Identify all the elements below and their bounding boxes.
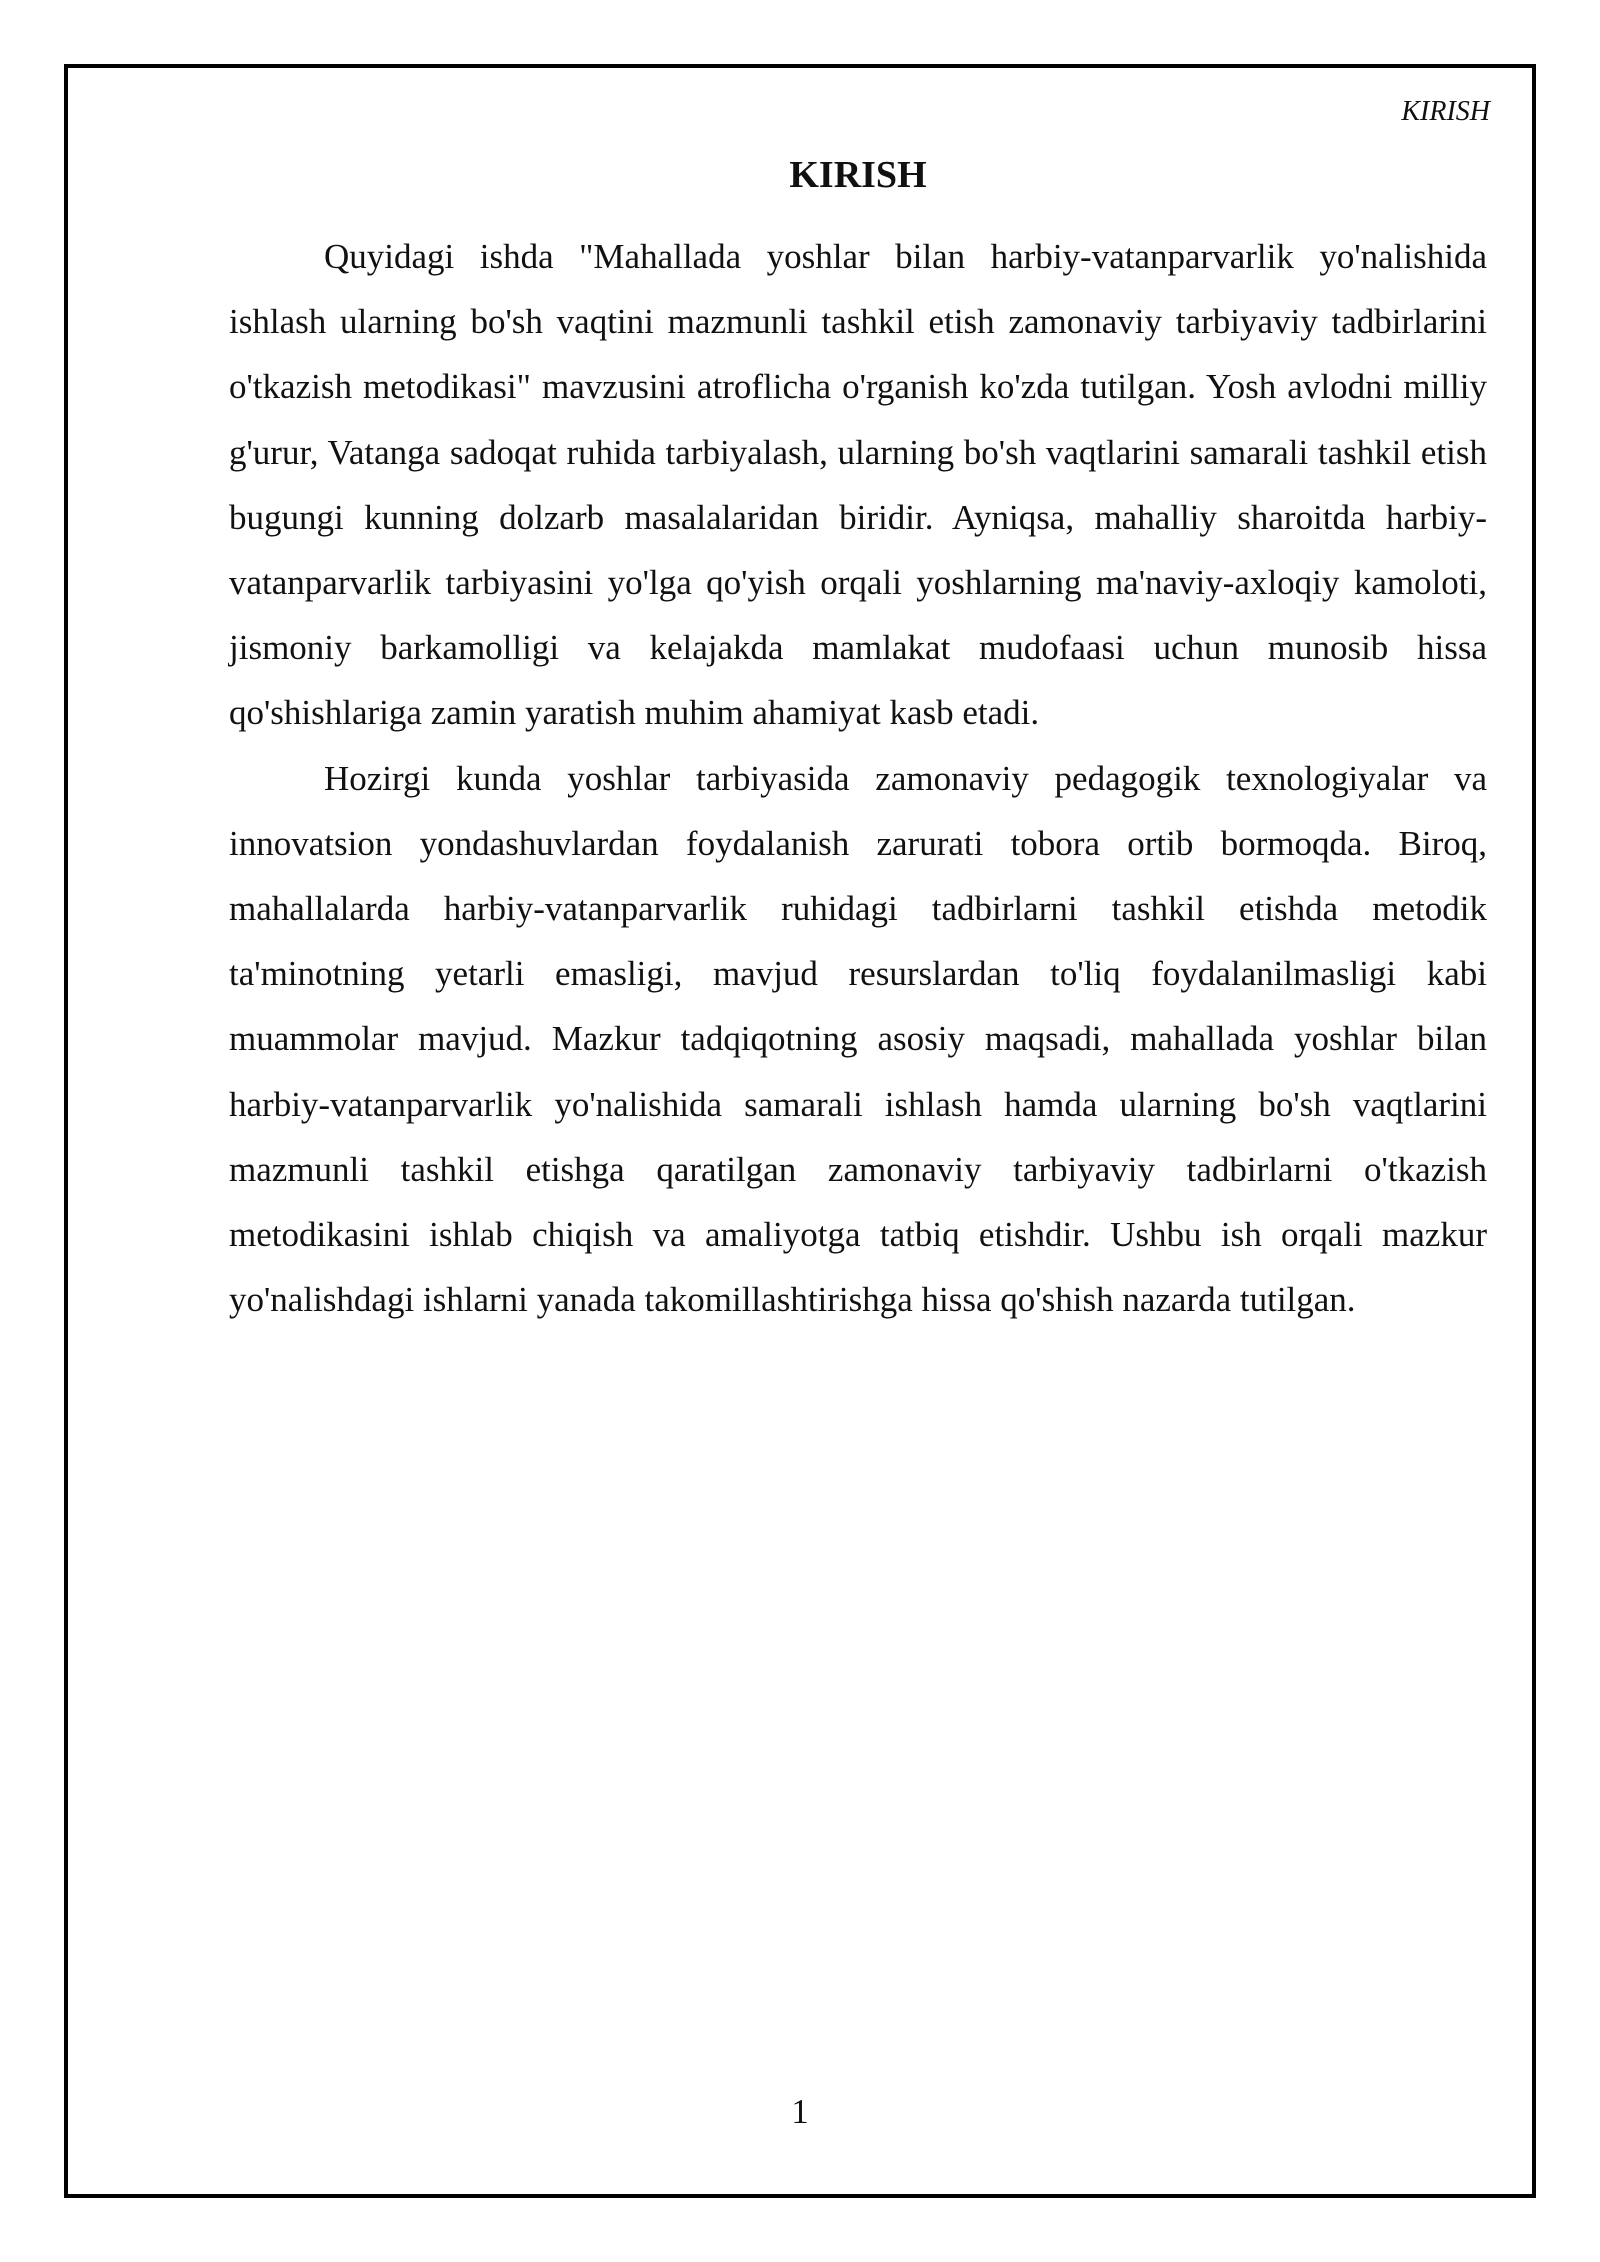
page-number: 1 [791,2092,809,2131]
paragraph-1: Quyidagi ishda "Mahallada yoshlar bilan harbiy-vatanparvarlik yo'nalishida ishlash ularning bo'sh vaqtini mazmunli tashkil etish zamonaviy tarbiyaviy tadbirlarini o'tkazish metodikasi" mavzusini atroflicha o'rganish ko'zda tutilgan. Yosh avlodni milliy g'urur, Vatanga sadoqat ruhida tarbiyalash, ularning bo'sh vaqtlarini samarali tashkil etish bugungi kunning dolzarb masalalaridan biridir. Ayniqsa, mahalliy sharoitda harbiy-vatanparvarlik tarbiyasini yo'lga qo'yish orqali yoshlarning ma'naviy-axloqiy kamoloti, jismoniy barkamolligi va kelajakda mamlakat mudofaasi uchun munosib hissa qo'shishlariga zamin yaratish muhim ahamiyat kasb etadi. [229,237,1487,733]
running-header: KIRISH [1401,96,1490,127]
section-title: KIRISH [789,154,927,196]
paragraph-2: Hozirgi kunda yoshlar tarbiyasida zamonaviy pedagogik texnologiyalar va innovatsion yondashuvlardan foydalanish zarurati tobora ortib bormoqda. Biroq, mahallalarda harbiy-vatanparvarlik ruhidagi tadbirlarni tashkil etishda metodik ta'minotning yetarli emasligi, mavjud resurslardan to'liq foydalanilmasligi kabi muammolar mavjud. Mazkur tadqiqotning asosiy maqsadi, mahallada yoshlar bilan harbiy-vatanparvarlik yo'nalishida samarali ishlash hamda ularning bo'sh vaqtlarini mazmunli tashkil etishga qaratilgan zamonaviy tarbiyaviy tadbirlarni o'tkazish metodikasini ishlab chiqish va amaliyotga tatbiq etishdir. Ushbu ish orqali mazkur yo'nalishdagi ishlarni yanada takomillashtirishga hissa qo'shish nazarda tutilgan. [229,758,1487,1320]
document-body [229,150,1487,1332]
